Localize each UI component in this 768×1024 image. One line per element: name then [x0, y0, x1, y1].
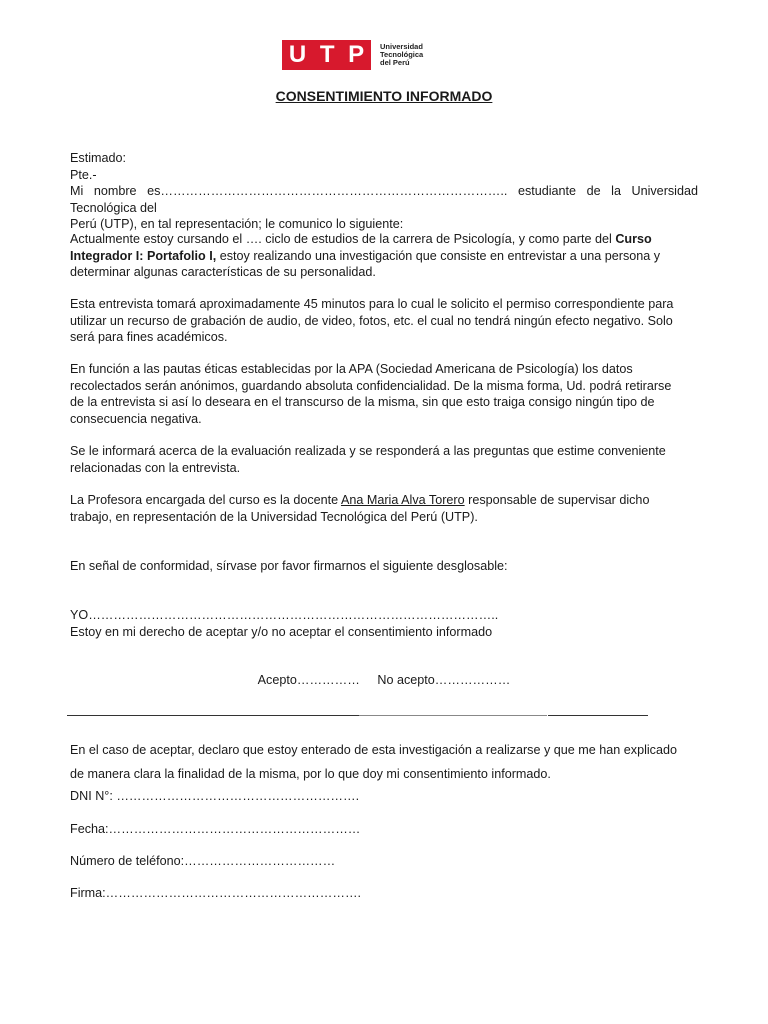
- paragraph-course: Actualmente estoy cursando el …. ciclo de estudios de la carrera de Psicología, y como parte del Curso Integrador I: Portafolio I, estoy realizando una investigación que consiste en entrevistar a una persona y determinar algunas características de su personalidad.: [70, 232, 661, 279]
- reject-option: No acepto………………: [377, 673, 511, 687]
- logo-letter-u: U: [288, 41, 307, 68]
- logo-letter-t: T: [319, 41, 335, 68]
- utp-logo: [282, 40, 423, 70]
- paragraph-interview: Esta entrevista tomará aproximadamente 45 minutos para lo cual le solicito el permiso correspondiente para utilizar un recurso de grabación de audio, de video, fotos, etc. el cual no tendrá ningún efecto negativo. Solo será para fines académicos.: [70, 297, 674, 344]
- paragraph-ethics: En función a las pautas éticas establecidas por la APA (Sociedad Americana de Psicología) los datos recolectados serán anónimos, guardando absoluta confidencialidad. De la misma forma, Ud. podrá retirarse de la entrevista si así lo deseara en el transcurso de la misma, sin que esto traiga consigo ningún tipo de consecuencia negativa.: [70, 362, 672, 426]
- paragraph-info: Se le informará acerca de la evaluación realizada y se responderá a las preguntas que estime conveniente relacionadas con la entrevista.: [70, 444, 666, 475]
- cut-line: [67, 715, 359, 716]
- logo-letter-p: P: [348, 41, 365, 68]
- date-field: Fecha:……………………………………………………: [70, 822, 361, 836]
- greeting-section: [70, 150, 698, 233]
- logo-university-name: Universidad Tecnológica del Perú: [380, 42, 424, 67]
- accept-option: Acepto……………: [257, 673, 360, 687]
- greeting-line: Estimado:: [70, 151, 126, 165]
- document-title: CONSENTIMIENTO INFORMADO: [275, 88, 493, 104]
- teacher-name: Ana Maria Alva Torero: [340, 493, 465, 507]
- cut-line: [548, 715, 648, 716]
- yo-line: YO……………………………………………………………………………………..: [70, 608, 499, 622]
- course-name: Integrador I: Portafolio I,: [70, 248, 217, 263]
- phone-field: Número de teléfono:………………………………: [70, 854, 336, 868]
- utp-logo-box: [282, 40, 371, 70]
- course-name: Curso: [615, 232, 652, 246]
- dni-field: DNI N°: ………………………………………………….: [70, 789, 360, 803]
- intro-line: Perú (UTP), en tal representación; le comunico lo siguiente:: [70, 217, 404, 231]
- cut-line: [359, 715, 547, 716]
- paragraph-conformity: En señal de conformidad, sírvase por favor firmarnos el siguiente desglosable:: [70, 559, 508, 573]
- signature-field: Firma:…………………………………………………….: [70, 886, 362, 900]
- greeting-line: Pte.-: [70, 167, 97, 182]
- paragraph-declaration: En el caso de aceptar, declaro que estoy enterado de esta investigación a realizarse y que me han explicado de manera clara la finalidad de la misma, por lo que doy mi consentimiento informado.: [70, 743, 677, 781]
- yo-section: [70, 607, 698, 640]
- accept-options: [0, 673, 768, 687]
- rights-line: Estoy en mi derecho de aceptar y/o no aceptar el consentimiento informado: [70, 624, 493, 639]
- paragraph-teacher: La Profesora encargada del curso es la docente Ana Maria Alva Torero responsable de supervisar dicho trabajo, en representación de la Universidad Tecnológica del Perú (UTP).: [70, 493, 650, 524]
- intro-line: Mi nombre es……………………………………………………………………….. estudiante de la Universidad Tecnológica del: [70, 184, 698, 215]
